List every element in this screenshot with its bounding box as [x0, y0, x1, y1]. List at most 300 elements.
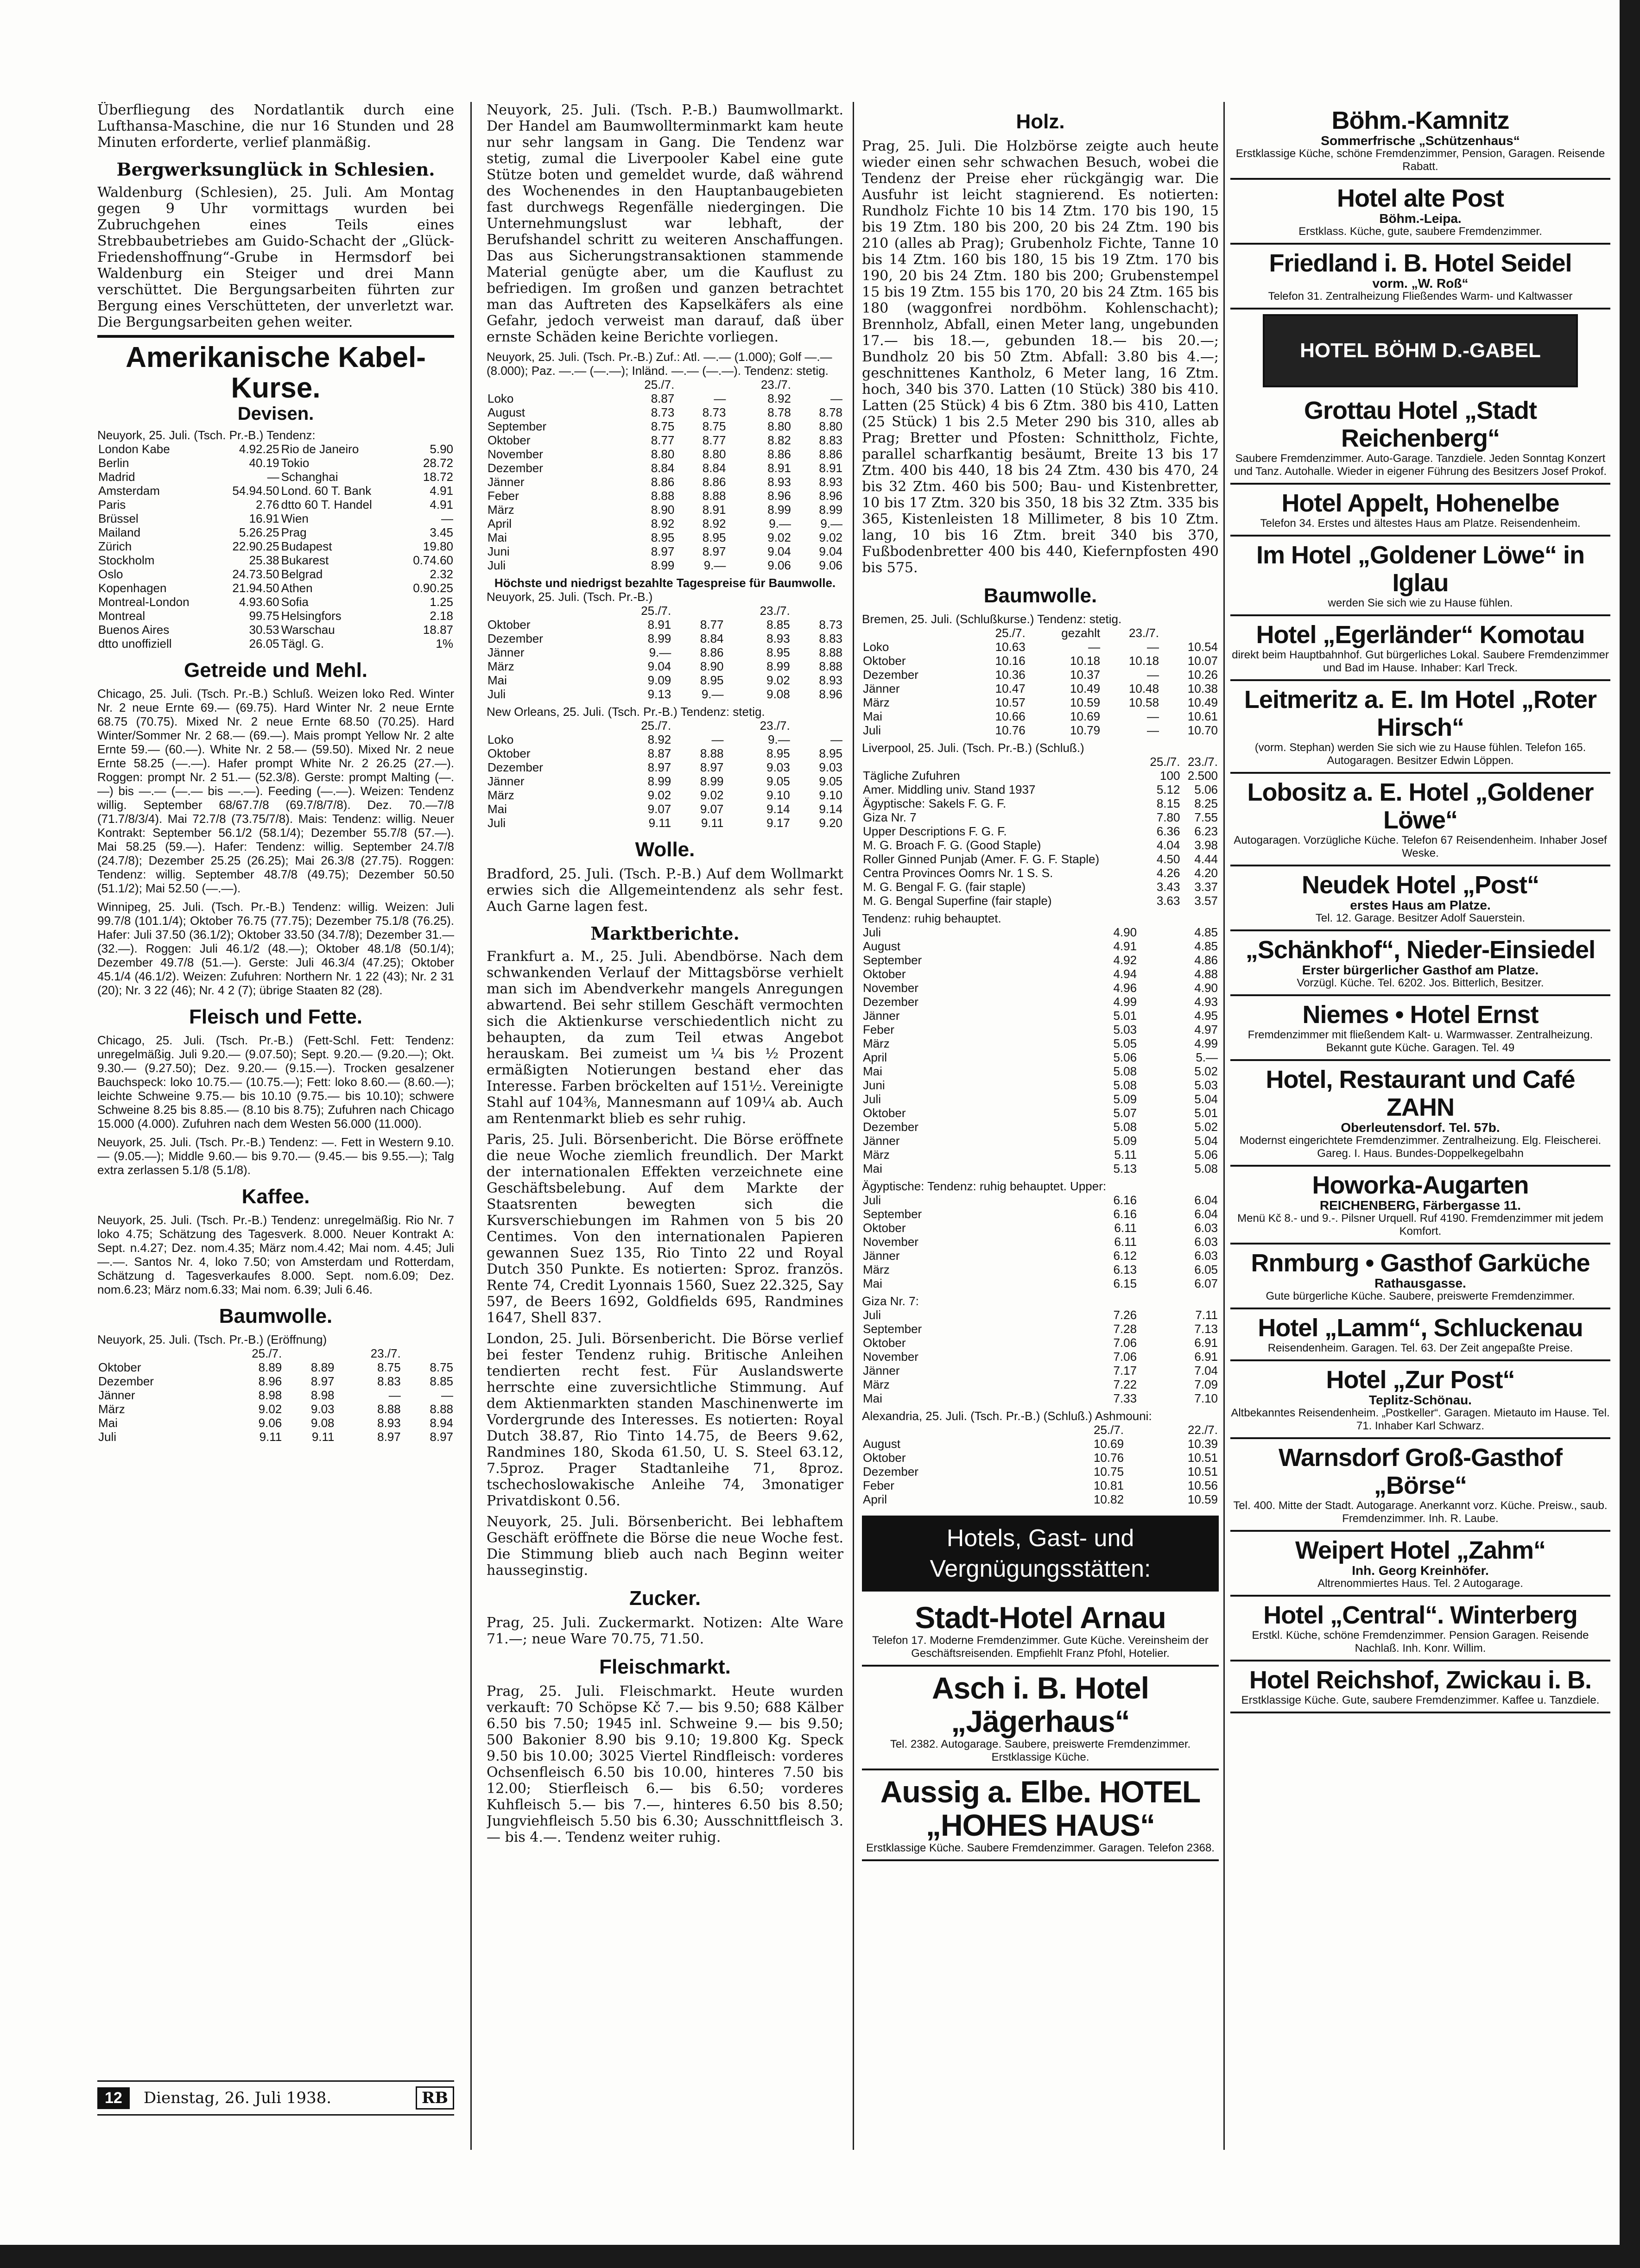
hotel-ad — [1230, 180, 1610, 245]
ad-name: Hotel, Restaurant und Café ZAHN — [1266, 1066, 1575, 1121]
table-cell: 7.33 — [1113, 1391, 1137, 1405]
table-cell: Lond. 60 T. Bank — [281, 484, 372, 498]
table-cell: 10.70 — [1187, 723, 1218, 737]
table-cell: 4.50 — [1156, 852, 1180, 866]
table-cell: Montreal — [98, 609, 146, 623]
hotel-ad — [1230, 1361, 1610, 1439]
bremen-head: Bremen, 25. Juli. (Schlußkurse.) Tendenz: stetig. — [862, 612, 1122, 626]
table-cell: 8.73 — [651, 405, 675, 419]
table-row — [97, 567, 454, 581]
table-row — [487, 447, 843, 461]
table-cell: Oktober — [98, 1360, 141, 1374]
table-cell: 8.82 — [767, 433, 791, 447]
table-row — [862, 1308, 1219, 1322]
table-cell: 8.84 — [700, 632, 724, 645]
ad-text: Fremdenzimmer mit fließendem Kalt- u. Warmwasser. Zentralheizung. Bekannt gute Küche. Garagen. Tel. 49 — [1247, 1029, 1593, 1054]
column-header — [791, 719, 843, 733]
table-cell: — — [1088, 640, 1101, 654]
page-footer — [97, 2080, 454, 2116]
ad-name: Grottau Hotel „Stadt Reichenberg“ — [1304, 397, 1537, 452]
table-row — [487, 632, 843, 645]
table-cell: Mai — [488, 673, 507, 687]
table-cell: 28.72 — [423, 456, 453, 470]
issue-date: Dienstag, 26. Juli 1938. — [143, 2089, 332, 2107]
ad-subtitle: Rathausgasse. — [1374, 1276, 1466, 1290]
table-cell: 8.75 — [430, 1360, 453, 1374]
winnipeg-text: Winnipeg, 25. Juli. (Tsch. Pr.-B.) Tendenz: willig. Weizen: Juli 99.7/8 (101.1/4); Oktober 76.75 (77.75); Dezember 75.1/8 (76.25). Hafer: Juli 37.50 (36.1/2); Oktober 33.50 (34.7/8); Dezember 31.— (32.—). Roggen: Juli 46.1/2 (48.—); Oktober 48.1/8 (50.1/4); Dezember 49.7/8 (51.—). Gerste: Juli 46.3/4 (47.25); Oktober 45.1/4 (46.1/2). Weizen: Zufuhren: Northern Nr. 1 22 (43); Nr. 2 31 (20); Nr. 3 22 (46); Nr. 4 2 (7); übrige Staaten 82 (28). — [97, 900, 454, 997]
column-header: 23./7. — [760, 604, 790, 618]
table-cell: 8.90 — [700, 659, 724, 673]
table-cell: 4.85 — [1194, 925, 1218, 939]
table-cell: 10.76 — [995, 723, 1026, 737]
table-cell: 10.18 — [1128, 654, 1159, 668]
hotel-ad — [1230, 1597, 1610, 1662]
hotel-ad — [1230, 1532, 1610, 1597]
table-cell: 6.36 — [1156, 824, 1180, 838]
table-cell: 3.63 — [1156, 894, 1180, 908]
table-cell: 8.93 — [819, 475, 842, 489]
table-cell: — — [711, 733, 724, 746]
table-cell: 26.05 — [249, 637, 279, 651]
table-cell: — — [1147, 723, 1159, 737]
table-cell: 8.99 — [647, 774, 671, 788]
table-cell: Wien — [281, 512, 309, 525]
ad-name: Hotel „Zur Post“ — [1326, 1366, 1515, 1394]
table-row — [97, 1388, 454, 1402]
table-cell: Schanghai — [281, 470, 338, 484]
table-row — [862, 654, 1219, 668]
table-cell: Feber — [488, 489, 519, 503]
column-header: gezahlt — [1061, 626, 1101, 640]
table-cell: 8.97 — [430, 1430, 453, 1444]
table-cell: 9.02 — [700, 788, 724, 802]
table-cell: 6.03 — [1194, 1221, 1218, 1235]
meat-text-2: Neuyork, 25. Juli. (Tsch. Pr.-B.) Tendenz: —. Fett in Western 9.10.— (9.05.—); Middle 9.60.— bis 9.70.— (9.45.— bis 9.55.—); Talg extra zerlassen 5.1/8 (5.1/8). — [97, 1135, 454, 1177]
table-cell: März — [863, 1148, 890, 1162]
scan-edge-right — [1620, 0, 1640, 2268]
table-row — [862, 866, 1219, 880]
table-cell: 1.25 — [430, 595, 453, 609]
table-row — [862, 1364, 1219, 1377]
table-cell: 10.69 — [1093, 1437, 1124, 1451]
ad-text: direkt beim Hauptbahnhof. Gut bürgerliches Lokal. Saubere Fremdenzimmer und Bad im Hause. Inhaber: Karl Treck. — [1232, 649, 1609, 674]
ad-subtitle: REICHENBERG, Färbergasse 11. — [1319, 1198, 1521, 1213]
hotels-banner: Hotels, Gast- und Vergnügungsstätten: — [862, 1516, 1219, 1592]
ny-sub: Höchste und niedrigst bezahlte Tagespreise für Baumwolle. — [494, 576, 836, 590]
table-cell: Madrid — [98, 470, 135, 484]
table-cell: 5.04 — [1194, 1092, 1218, 1106]
hotel-ad — [1230, 616, 1610, 681]
table-cell: 9.02 — [258, 1402, 282, 1416]
column-header: 25./7. — [995, 626, 1026, 640]
ad-text: Erstklassige Küche, schöne Fremdenzimmer, Pension, Garagen. Reisende Rabatt. — [1235, 147, 1605, 173]
table-cell: Dezember — [488, 760, 543, 774]
table-cell: Mai — [863, 1064, 882, 1078]
table-cell: 8.83 — [819, 433, 842, 447]
table-cell: Jänner — [863, 1009, 900, 1023]
ad-name: Leitmeritz a. E. Im Hotel „Roter Hirsch“ — [1244, 686, 1597, 741]
table-cell: 10.57 — [995, 695, 1026, 709]
table-cell: 5.07 — [1113, 1106, 1137, 1120]
table-cell: 3.43 — [1156, 880, 1180, 894]
wood-title: Holz. — [1016, 110, 1065, 133]
table-cell: 2.500 — [1187, 769, 1218, 783]
ad-name: Im Hotel „Goldener Löwe“ in Iglau — [1256, 541, 1585, 597]
meatmarket-text: Prag, 25. Juli. Fleischmarkt. Heute wurden verkauft: 70 Schöpse Kč 7.— bis 9.50; 688 Kälber 6.50 bis 7.50; 1945 inl. Schweine 9.— bis 9.50; 500 Bakonier 8.90 bis 9.10; 19.800 Kg. Speck 9.50 bis 10.00; 3025 Viertel Rindfleisch: vorderes Ochsenfleisch 6.50 bis 10.00, hinteres 7.50 bis 12.00; Stierfleisch 6.— bis 6.50; vorderes Kuhfleisch 5.— bis 7.—, hinteres 6.50 bis 8.50; Jungviehfleisch 5.50 bis 6.30; Ausschnittfleisch 3.— bis 4.—. Tendenz weiter ruhig. — [487, 1683, 843, 1845]
table-cell: 5.01 — [1113, 1009, 1137, 1023]
table-cell: Jänner — [863, 1249, 900, 1263]
grain-title: Getreide und Mehl. — [184, 659, 368, 682]
table-cell: 6.16 — [1113, 1193, 1137, 1207]
ad-stadt-hotel-arnau — [862, 1596, 1219, 1667]
page-number: 12 — [97, 2087, 130, 2109]
table-cell: 8.84 — [702, 461, 726, 475]
table-cell: 10.59 — [1070, 695, 1101, 709]
ad-text: Telefon 31. Zentralheizung Fließendes Warm- und Kaltwasser — [1268, 290, 1573, 303]
ad-name: Howorka-Augarten — [1312, 1171, 1529, 1199]
table-cell: 9.09 — [647, 673, 671, 687]
table-row — [862, 1134, 1219, 1148]
column-header: 22./7. — [1187, 1423, 1218, 1437]
table-cell: Dezember — [863, 995, 918, 1009]
ad-name: Lobositz a. E. Hotel „Goldener Löwe“ — [1247, 778, 1594, 834]
table-cell: 3.98 — [1194, 838, 1218, 852]
table-row — [862, 783, 1219, 796]
table-cell: 9.04 — [819, 544, 842, 558]
table-cell: 5.12 — [1156, 783, 1180, 796]
table-row — [487, 433, 843, 447]
column-header — [862, 1423, 1031, 1437]
hotel-boehm-logo: HOTEL BÖHM D.-GABEL — [1263, 314, 1578, 387]
table-cell: 5.03 — [1194, 1078, 1218, 1092]
table-cell: 3.57 — [1194, 894, 1218, 908]
table-cell: 9.— — [703, 558, 726, 572]
giza-head: Giza Nr. 7: — [862, 1294, 919, 1308]
table-cell: 8.91 — [819, 461, 842, 475]
table-cell: 5.06 — [1194, 1148, 1218, 1162]
table-cell: Dezember — [488, 461, 543, 475]
table-row — [862, 810, 1219, 824]
table-cell: 8.95 — [766, 645, 790, 659]
table-row — [862, 838, 1219, 852]
mine-title: Bergwerksunglück in Schlesien. — [116, 159, 435, 180]
table-cell: 4.96 — [1113, 981, 1137, 995]
table-cell: 8.88 — [377, 1402, 401, 1416]
table-row — [862, 1207, 1219, 1221]
table-cell: 2.76 — [256, 498, 279, 512]
cable-title: Amerikanische Kabel-Kurse. — [126, 341, 426, 404]
table-cell: 4.91 — [430, 498, 453, 512]
table-cell: 10.49 — [1070, 682, 1101, 695]
table-header-row — [487, 719, 843, 733]
table-cell: 9.05 — [766, 774, 790, 788]
table-cell: 100 — [1160, 769, 1180, 783]
table-cell: 4.95 — [1194, 1009, 1218, 1023]
table-cell: 8.92 — [651, 517, 675, 531]
column-rule — [1223, 102, 1225, 2150]
ad-name: Niemes • Hotel Ernst — [1302, 1001, 1539, 1029]
ad-text: Reisendenheim. Garagen. Tel. 63. Der Zeit angepaßte Preise. — [1267, 1342, 1573, 1354]
meat-title: Fleisch und Fette. — [189, 1005, 363, 1028]
table-row — [487, 687, 843, 701]
table-cell: 19.80 — [423, 539, 453, 553]
ny-head: Neuyork, 25. Juli. (Tsch. Pr.-B.) Zuf.: Atl. —.— (1.000); Golf —.— (8.000); Paz. —.— (—.—); Inländ. —.— (—.—). Tendenz: stetig. — [487, 350, 832, 378]
table-row — [862, 1078, 1219, 1092]
table-cell: Rio de Janeiro — [281, 442, 359, 456]
ad-subtitle: vorm. „W. Roß“ — [1372, 276, 1469, 291]
table-cell: März — [863, 1263, 890, 1276]
table-cell: Sofia — [281, 595, 309, 609]
table-row — [862, 925, 1219, 939]
table-row — [97, 498, 454, 512]
table-cell: 4.90 — [1194, 981, 1218, 995]
table-row — [97, 609, 454, 623]
table-cell: 9.11 — [259, 1430, 282, 1444]
table-cell: — — [388, 1388, 401, 1402]
column-4 — [1230, 102, 1610, 2166]
table-cell: 7.55 — [1194, 810, 1218, 824]
table-cell: 4.93.60 — [239, 595, 279, 609]
table-cell: 8.96 — [767, 489, 791, 503]
table-row — [862, 1377, 1219, 1391]
table-cell: 16.91 — [249, 512, 279, 525]
table-row — [862, 852, 1219, 866]
table-cell: 8.96 — [258, 1374, 282, 1388]
table-cell: Jänner — [863, 1134, 900, 1148]
table-cell: April — [863, 1050, 887, 1064]
table-cell: 9.08 — [766, 687, 790, 701]
table-row — [862, 1391, 1219, 1405]
table-cell: Warschau — [281, 623, 335, 637]
table-cell: 6.03 — [1194, 1249, 1218, 1263]
ad-text: Menü Kč 8.- und 9.-. Pilsner Urquell. Ruf 4190. Fremdenzimmer mit jedem Komfort. — [1237, 1212, 1603, 1238]
table-cell: Giza Nr. 7 — [863, 810, 917, 824]
table-cell: 9.05 — [819, 774, 842, 788]
market-title: Marktberichte. — [590, 923, 740, 944]
table-cell: 18.87 — [423, 623, 453, 637]
table-cell: Mai — [863, 1276, 882, 1290]
table-cell: 8.80 — [651, 447, 675, 461]
table-cell: Juni — [488, 544, 510, 558]
ad-text: Erstklass. Küche, gute, saubere Fremdenzimmer. — [1298, 225, 1542, 238]
ad-text: Erstkl. Küche, schöne Fremdenzimmer. Pension Garagen. Reisende Nachlaß. Inh. Konr. Willim. — [1252, 1629, 1589, 1655]
table-cell: 10.51 — [1187, 1451, 1218, 1465]
table-cell: 10.16 — [995, 654, 1026, 668]
table-cell: Juli — [863, 925, 881, 939]
ad-name: Hotel alte Post — [1336, 184, 1504, 212]
table-cell: August — [863, 1437, 900, 1451]
table-cell: 10.49 — [1187, 695, 1218, 709]
ad-name: Hotel Appelt, Hohenelbe — [1281, 489, 1559, 517]
table-cell: 10.69 — [1070, 709, 1101, 723]
table-cell: 10.61 — [1187, 709, 1218, 723]
table-cell: 9.17 — [766, 816, 790, 830]
ad-subtitle: Oberleutensdorf. Tel. 57b. — [1341, 1120, 1500, 1135]
table-cell: 9.— — [769, 517, 791, 531]
no-head: New Orleans, 25. Juli. (Tsch. Pr.-B.) Tendenz: stetig. — [487, 705, 765, 719]
table-row — [487, 645, 843, 659]
table-cell: Dezember — [863, 1120, 918, 1134]
table-cell: 8.97 — [702, 544, 726, 558]
table-cell: 0.90.25 — [413, 581, 453, 595]
table-row — [862, 1106, 1219, 1120]
newyork-text: Neuyork, 25. Juli. Börsenbericht. Bei lebhaftem Geschäft eröffnete die Börse die neue Woche fest. Die Stimmung blieb auch nach Beginn weiter hausseginstig. — [487, 1514, 843, 1579]
table-cell: März — [488, 659, 514, 673]
table-cell: 8.75 — [651, 419, 675, 433]
cotton3-title: Baumwolle. — [983, 584, 1097, 607]
liverpool-tendenz: Tendenz: ruhig behauptet. — [862, 911, 1001, 925]
table-cell: Jänner — [488, 645, 525, 659]
table-cell: 10.38 — [1187, 682, 1218, 695]
table-cell: Oktober — [863, 1336, 906, 1350]
table-cell: 7.13 — [1194, 1322, 1218, 1336]
ad-text: Altbekanntes Reisendenheim. „Postkeller“. Garagen. Mietauto im Hause. Tel. 71. Inhaber Karl Schwarz. — [1231, 1407, 1610, 1432]
table-cell: 10.47 — [995, 682, 1026, 695]
table-cell: 10.75 — [1093, 1465, 1124, 1478]
table-row — [97, 581, 454, 595]
wool-text: Bradford, 25. Juli. (Tsch. P.-B.) Auf dem Wollmarkt erwies sich die Allgemeintendenz als sehr fest. Auch Garne lagen fest. — [487, 866, 843, 915]
table-header-row — [862, 755, 1219, 769]
table-cell: 8.95 — [700, 673, 724, 687]
table-row — [487, 489, 843, 503]
table-cell: 4.92.25 — [239, 442, 279, 456]
ad-name: Warnsdorf Groß-Gasthof „Börse“ — [1279, 1444, 1562, 1499]
column-header: 25./7. — [1093, 1423, 1124, 1437]
table-cell: Oktober — [488, 746, 531, 760]
table-cell: 8.87 — [647, 746, 671, 760]
table-cell: Berlin — [98, 456, 129, 470]
column-header — [675, 378, 727, 392]
table-cell: 8.86 — [651, 475, 675, 489]
table-cell: 8.86 — [767, 447, 791, 461]
table-cell: Prag — [281, 525, 307, 539]
table-cell: 8.92 — [702, 517, 726, 531]
table-cell: 6.16 — [1113, 1207, 1137, 1221]
table-cell: Amsterdam — [98, 484, 160, 498]
table-cell: 10.37 — [1070, 668, 1101, 682]
table-row — [862, 1465, 1219, 1478]
table-cell: 9.— — [649, 645, 671, 659]
table-row — [862, 824, 1219, 838]
table-cell: 8.77 — [651, 433, 675, 447]
table-cell: 6.03 — [1194, 1235, 1218, 1249]
ad-name: Böhm.-Kamnitz — [1331, 107, 1509, 134]
table-cell: 8.86 — [700, 645, 724, 659]
table-cell: 8.85 — [766, 618, 790, 632]
frankfurt-text: Frankfurt a. M., 25. Juli. Abendbörse. Nach dem schwankenden Verlauf der Mittagsbörse verhielt man sich im Abendverkehr mangels Anregungen abwartend. Bei sehr stillem Geschäft vermochten sich die Aktienkurse verschiedentlich nicht zu behaupten, da zum Teil etwas Angebot herauskam. Bei zumeist um ¼ bis ½ Prozent ermäßigten Notierungen bestand eher das Interesse. Farben bröckelten auf 151½. Vereinigte Stahl auf 104⅜, Mannesmann auf 109¼ ab. Auch am Rentenmarkt blieb es sehr ruhig. — [487, 948, 843, 1127]
table-row — [862, 1193, 1219, 1207]
table-cell: 5.05 — [1113, 1036, 1137, 1050]
table-cell: 8.95 — [702, 531, 726, 544]
table-cell: 8.97 — [651, 544, 675, 558]
table-cell: Juli — [863, 723, 881, 737]
column-2 — [487, 102, 843, 2166]
table-row — [487, 405, 843, 419]
ad-hotel-hohes-haus — [862, 1770, 1219, 1861]
table-cell: Oslo — [98, 567, 123, 581]
table-row — [97, 595, 454, 609]
table-cell: 8.88 — [430, 1402, 453, 1416]
table-cell: Juli — [98, 1430, 117, 1444]
table-cell: 99.75 — [249, 609, 279, 623]
ad-name: Hotel „Egerländer“ Komotau — [1256, 621, 1585, 649]
table-cell: 9.11 — [701, 816, 724, 830]
table-header-row — [862, 1423, 1219, 1437]
table-cell: 9.02 — [819, 531, 842, 544]
table-cell: Loko — [863, 640, 889, 654]
column-header — [283, 1346, 335, 1360]
table-cell: 4.92 — [1113, 953, 1137, 967]
table-cell: 8.97 — [310, 1374, 335, 1388]
table-row — [487, 659, 843, 673]
mine-text: Waldenburg (Schlesien), 25. Juli. Am Montag gegen 9 Uhr vormittags wurden bei Zubruchgehen eines Teils eines Strebbaubetriebes am Guido-Schacht der „Glück-Friedenshoffnung“-Grube in Hermsdorf bei Waldenburg ein Steiger und drei Mann verschüttet. Die Bergungsarbeiten führten zur Bergung eines Verschütteten, der unverletzt war. Die Bergungsarbeiten gehen weiter. — [97, 184, 454, 330]
table-cell: 6.91 — [1194, 1350, 1218, 1364]
ad-name: Hotel Reichshof, Zwickau i. B. — [1249, 1666, 1592, 1694]
ad-text: Tel. 400. Mitte der Stadt. Autogarage. Anerkannt vorz. Küche. Preisw., saub. Fremdenzimmer. Inh. R. Laube. — [1233, 1499, 1608, 1525]
hotel-ads-list — [1230, 102, 1610, 1713]
coffee-title: Kaffee. — [241, 1185, 310, 1208]
table-row — [487, 816, 843, 830]
table-cell: 8.80 — [767, 419, 791, 433]
table-cell: 5.26.25 — [239, 525, 279, 539]
column-rule — [853, 102, 854, 2150]
ad-text: Tel. 2382. Autogarage. Saubere, preiswerte Fremdenzimmer. Erstklassige Küche. — [890, 1738, 1191, 1763]
table-cell: dtto unoffiziell — [98, 637, 172, 651]
table-row — [487, 544, 843, 558]
table-row — [862, 695, 1219, 709]
table-cell: 8.83 — [819, 632, 842, 645]
coffee-text: Neuyork, 25. Juli. (Tsch. Pr.-B.) Tendenz: unregelmäßig. Rio Nr. 7 loko 4.75; Schätzung des Tagesverk. 8.000. Neuer Kontrakt A: Sept. n.4.27; Dez. nom.4.35; März nom.4.42; Mai nom. 4.45; Juli —.—. Santos Nr. 4, loko 7.50; von Amsterdam und Rotterdam, Schätzung d. Tagesverkaufes 8.000. Sept. nom.6.09; Dez. nom.6.23; März nom.6.33; Mai nom. 6.39; Juli 6.46. — [97, 1213, 454, 1296]
table-cell: März — [863, 695, 890, 709]
table-cell: 4.90 — [1113, 925, 1137, 939]
table-cell: 4.99 — [1194, 1036, 1218, 1050]
column-header: 23./7. — [760, 719, 790, 733]
table-row — [862, 1092, 1219, 1106]
table-cell: Stockholm — [98, 553, 155, 567]
table-cell: Paris — [98, 498, 126, 512]
ad-name: Asch i. B. Hotel „Jägerhaus“ — [931, 1671, 1149, 1738]
hotel-ad — [1230, 485, 1610, 537]
table-cell: Juli — [863, 1308, 881, 1322]
table-cell: Oktober — [863, 654, 906, 668]
table-cell: 9.08 — [310, 1416, 335, 1430]
table-cell: 4.99 — [1113, 995, 1137, 1009]
table-cell: 8.98 — [310, 1388, 335, 1402]
table-cell: 8.89 — [310, 1360, 335, 1374]
column-header — [672, 604, 724, 618]
table-cell: 4.85 — [1194, 939, 1218, 953]
table-cell: Juni — [863, 1078, 885, 1092]
table-cell: 9.— — [820, 517, 842, 531]
ad-text: werden Sie sich wie zu Hause fühlen. — [1328, 597, 1513, 609]
ad-subtitle: Erster bürgerlicher Gasthof am Platze. — [1302, 963, 1539, 977]
table-cell: Zürich — [98, 539, 132, 553]
table-cell: Mai — [98, 1416, 118, 1430]
cotton-head: Neuyork, 25. Juli. (Tsch. Pr.-B.) (Eröffnung) — [97, 1333, 327, 1346]
table-cell: 9.14 — [819, 802, 842, 816]
table-cell: Feber — [863, 1023, 894, 1036]
wood-text: Prag, 25. Juli. Die Holzbörse zeigte auch heute wieder einen sehr schwachen Besuch, wobei die Tendenz der Preise eher rückgängig war. Die Ausfuhr ist leicht stagnierend. Es notierten: Rundholz Fichte 10 bis 14 Ztm. 170 bis 190, 15 bis 19 Ztm. 180 bis 200, 20 bis 24 Ztm. 190 bis 210 (alles ab Prag); Grubenholz Fichte, Tanne 10 bis 14 Ztm. 160 bis 180, 15 bis 19 Ztm. 170 bis 190, 20 bis 24 Ztm. 180 bis 200; Grubenstempel 15 bis 19 Ztm. 155 bis 170, 20 bis 24 Ztm. 165 bis 180 (waggonfrei nordböhm. Kohlenschacht); Brennholz, Abfall, einen Meter lang, ungebunden 17.— bis 18.—, gebunden 18.— bis 20.—; Bundholz 20 bis 50 Ztm. Abfall: 3.80 bis 4.—; geschnittenes Kantholz, 6 Meter lang, 16 Ztm. hoch, 340 bis 370. Latten (10 Stück) 380 bis 410. Latten (25 Stück) 4 bis 6 Ztm. 380 bis 410, Latten (25 Stück) 1 bis 2.5 Meter 290 bis 310, alles ab Prag; Bretter und Pfosten: Schnittholz, Fichte, parallel scharfkantig besäumt, Breite 13 bis 17 Ztm. 400 bis 440, 18 bis 24 Ztm. 430 bis 470, 24 bis 32 Ztm. 460 bis 500; Bau- und Kistenbretter, 10 bis 17 Ztm. 320 bis 350, 18 bis 32 Ztm. 335 bis 365, Kistenleisten 18 Millimeter, 8 bis 10 Ztm. lang, 10 bis 16 Ztm. breit 340 bis 370, Fußbodenbretter 400 bis 440, Kiefernpfosten 490 bis 575. — [862, 138, 1219, 576]
hotel-ad — [1230, 866, 1610, 931]
table-cell: 8.93 — [767, 475, 791, 489]
hotel-ad — [1230, 1662, 1610, 1713]
table-cell: 8.80 — [702, 447, 726, 461]
intro-text: Überfliegung des Nordatlantik durch eine Lufthansa-Maschine, die nur 16 Stunden und 28 Minuten erforderte, verlief planmäßig. — [97, 102, 454, 151]
publisher-mark: RB — [416, 2086, 454, 2110]
table-cell: 8.92 — [767, 392, 791, 405]
ad-text: Autogaragen. Vorzügliche Küche. Telefon 67 Reisendenheim. Inhaber Josef Weske. — [1234, 834, 1607, 859]
table-cell: 5.11 — [1114, 1148, 1137, 1162]
